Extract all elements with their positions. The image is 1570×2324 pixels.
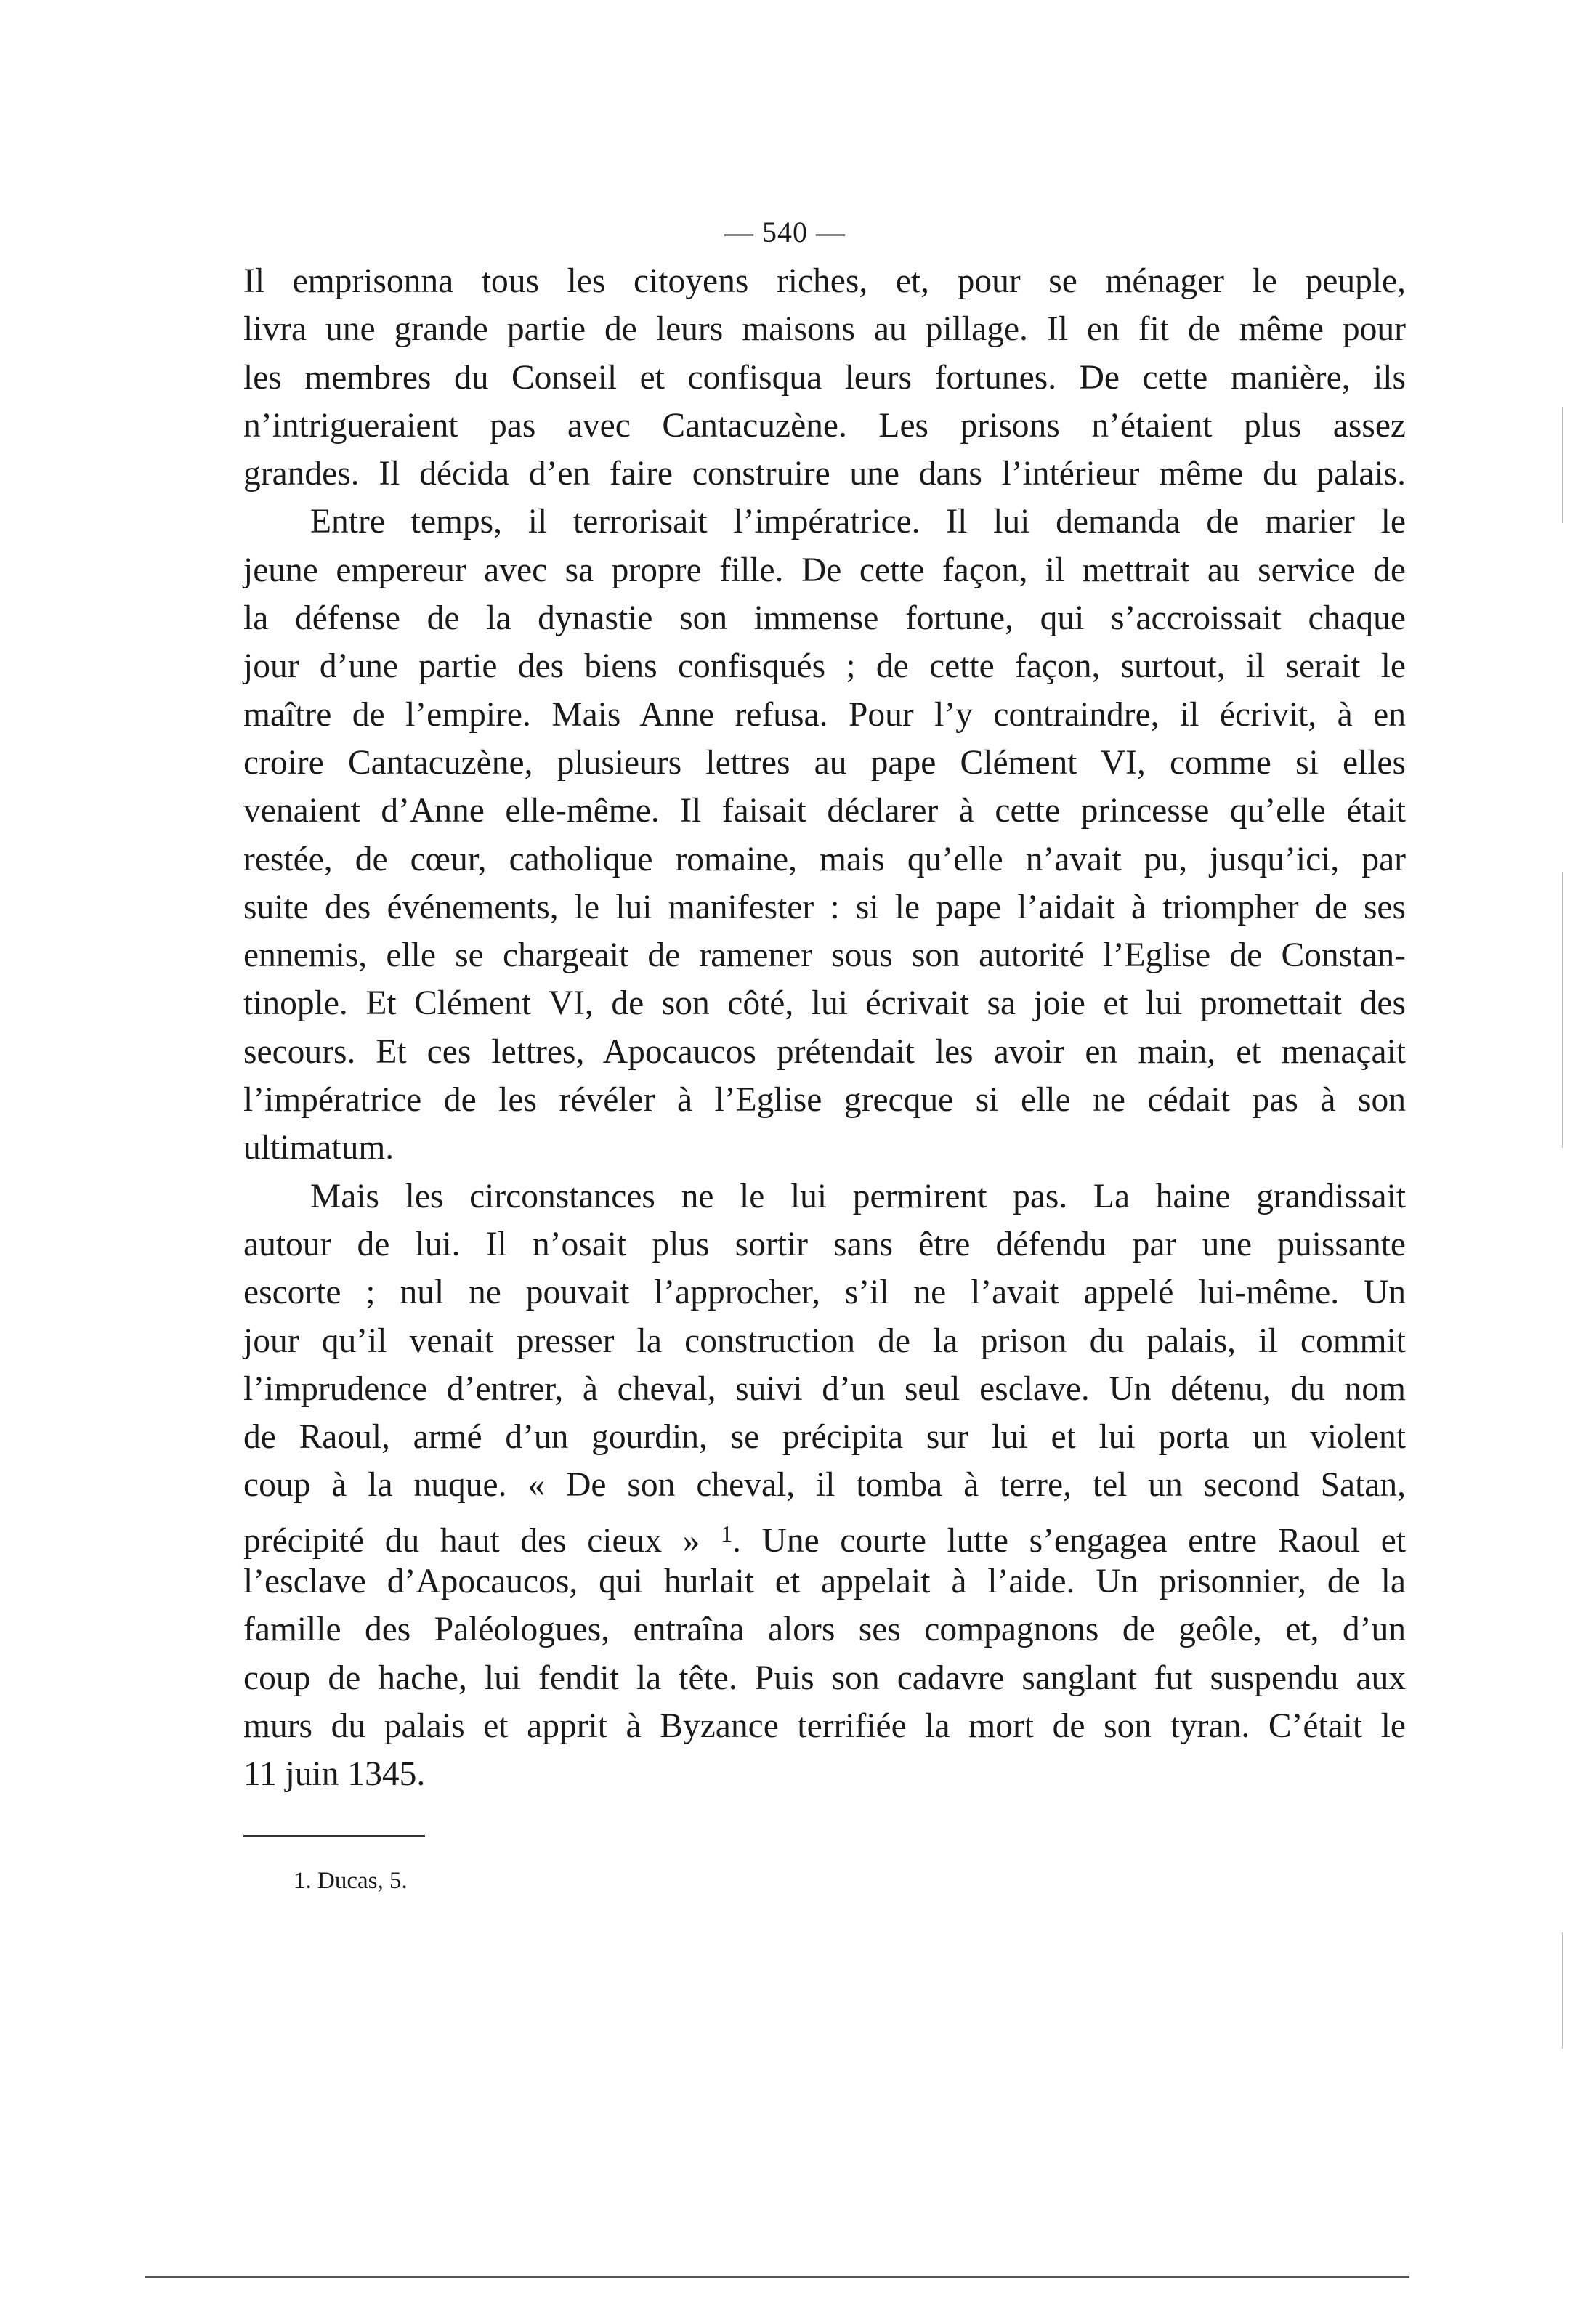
text-line: livra une grande partie de leurs maisons au pillage. Il en fit de même pour: [243, 310, 1406, 349]
text-segment: . Une courte lutte s’engagea entre Raoul et: [732, 1521, 1407, 1560]
text-line: Mais les circonstances ne le lui permirent pas. La haine grandissait: [310, 1177, 1406, 1215]
text-line: coup de hache, lui fendit la tête. Puis son cadavre sanglant fut suspendu aux: [243, 1659, 1406, 1697]
text-line: croire Cantacuzène, plusieurs lettres au pape Clément VI, comme si elles: [243, 743, 1406, 782]
text-line: secours. Et ces lettres, Apocaucos prétendait les avoir en main, et menaçait: [243, 1032, 1406, 1071]
text-line: autour de lui. Il n’osait plus sortir sans être défendu par une puissante: [243, 1225, 1406, 1263]
text-line: suite des événements, le lui manifester : si le pape l’aidait à triompher de ses: [243, 888, 1406, 926]
text-line: l’impératrice de les révéler à l’Eglise grecque si elle ne cédait pas à son: [243, 1081, 1406, 1120]
footnote-divider: [243, 1835, 425, 1837]
scan-edge-mark: [1562, 407, 1563, 523]
scan-edge-line: [145, 2276, 1409, 2278]
text-line: coup à la nuque. « De son cheval, il tomba à terre, tel un second Satan,: [243, 1466, 1406, 1505]
text-line: famille des Paléologues, entraîna alors ses compagnons de geôle, et, d’un: [243, 1611, 1406, 1649]
footnote: 1. Ducas, 5.: [294, 1868, 408, 1894]
scan-edge-mark: [1562, 1932, 1563, 2049]
text-line: maître de l’empire. Mais Anne refusa. Pour l’y contraindre, il écrivit, à en: [243, 695, 1406, 734]
text-line: [243, 1510, 1406, 1558]
body-text: [243, 257, 1406, 1799]
text-line: jour d’une partie des biens confisqués ; de cette façon, surtout, il serait le: [243, 647, 1406, 686]
scan-edge-mark: [1562, 872, 1563, 1148]
footnote-ref[interactable]: 1: [721, 1520, 733, 1547]
text-line: venaient d’Anne elle-même. Il faisait déclarer à cette princesse qu’elle était: [243, 792, 1406, 830]
text-line: jeune empereur avec sa propre fille. De cette façon, il mettrait au service de: [243, 551, 1406, 589]
text-line: murs du palais et apprit à Byzance terrifiée la mort de son tyran. C’était le: [243, 1706, 1406, 1745]
text-line: grandes. Il décida d’en faire construire une dans l’intérieur même du palais.: [243, 455, 1406, 493]
text-line: tinople. Et Clément VI, de son côté, lui écrivait sa joie et lui promettait des: [243, 984, 1406, 1023]
text-line: l’imprudence d’entrer, à cheval, suivi d’un seul esclave. Un détenu, du nom: [243, 1369, 1406, 1408]
text-line: de Raoul, armé d’un gourdin, se précipita sur lui et lui porta un violent: [243, 1418, 1406, 1457]
page-number: — 540 —: [724, 216, 846, 248]
text-line: l’esclave d’Apocaucos, qui hurlait et appelait à l’aide. Un prisonnier, de la: [243, 1563, 1406, 1601]
text-line: Il emprisonna tous les citoyens riches, et, pour se ménager le peuple,: [243, 262, 1406, 300]
text-line: les membres du Conseil et confisqua leurs fortunes. De cette manière, ils: [243, 358, 1406, 397]
text-line: restée, de cœur, catholique romaine, mais qu’elle n’avait pu, jusqu’ici, par: [243, 840, 1406, 878]
text-line: la défense de la dynastie son immense fortune, qui s’accroissait chaque: [243, 599, 1406, 638]
text-line: ultimatum.: [243, 1129, 394, 1167]
text-line: escorte ; nul ne pouvait l’approcher, s’il ne l’avait appelé lui-même. Un: [243, 1274, 1406, 1312]
text-line: jour qu’il venait presser la construction de la prison du palais, il commit: [243, 1321, 1406, 1360]
text-line: Entre temps, il terrorisait l’impératrice. Il lui demanda de marier le: [310, 503, 1406, 541]
text-segment: précipité du haut des cieux »: [243, 1521, 700, 1560]
text-line: ennemis, elle se chargeait de ramener sous son autorité l’Eglise de Constan-: [243, 936, 1406, 975]
text-line: 11 juin 1345.: [243, 1755, 426, 1794]
text-line: n’intrigueraient pas avec Cantacuzène. Les prisons n’étaient plus assez: [243, 406, 1406, 445]
